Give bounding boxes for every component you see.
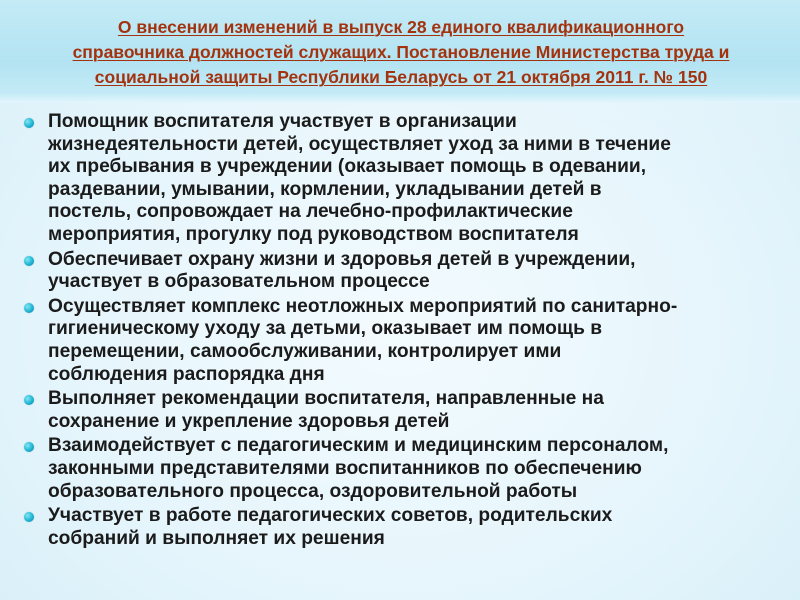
bullet-item-text-line: гигиеническому уходу за детьми, оказывает им помощь в [48, 318, 602, 340]
bullet-item [22, 111, 798, 247]
bullet-item-text-line: Обеспечивает охрану жизни и здоровья детей в учреждении, [48, 248, 636, 270]
title-line: социальной защиты Республики Беларусь от 21 октября 2011 г. № 150 [94, 67, 708, 87]
bullet-item [22, 435, 798, 503]
bullet-item-text-line: жизнедеятельности детей, осуществляет уход за ними в течение [48, 133, 671, 155]
bullet-item [22, 249, 798, 294]
bullet-item-text-line: Осуществляет комплекс неотложных мероприятий по санитарно- [48, 295, 678, 317]
slide-title [6, 15, 796, 90]
bullet-item-text-line: их пребывания в учреждении (оказывает помощь в одевании, [48, 156, 647, 178]
bullet-item-text-line: Помощник воспитателя участвует в организации [48, 111, 517, 132]
bullet-dot-icon [24, 395, 34, 405]
title-line: О внесении изменений в выпуск 28 единого квалификационного [117, 17, 685, 37]
title-line: справочника должностей служащих. Постановление Министерства труда и [72, 42, 730, 62]
bullet-item-text-line: Участвует в работе педагогических советов, родительских [48, 505, 613, 527]
bullet-item-text-line: мероприятия, прогулку под руководством воспитателя [48, 223, 579, 245]
bullet-item-text-line: сохранение и укрепление здоровья детей [48, 410, 450, 432]
bullet-dot-icon [24, 118, 34, 128]
bullet-item-text-line: постель, сопровождает на лечебно-профилактические [48, 201, 573, 223]
bullet-item [22, 296, 798, 386]
bullet-dot-icon [24, 256, 34, 266]
bullet-item-text-line: перемещении, самообслуживании, контролирует ими [48, 340, 562, 362]
bullet-item-text-line: Выполняет рекомендации воспитателя, направленные на [48, 388, 604, 410]
bullet-item [22, 505, 798, 550]
bullet-dot-icon [24, 442, 34, 452]
bullet-item [22, 388, 798, 433]
bullet-item-text-line: участвует в образовательном процессе [48, 271, 430, 293]
bullet-item-text-line: законными представителями воспитанников по обеспечению [48, 457, 642, 479]
bullet-item-text-line: Взаимодействует с педагогическим и медицинским персоналом, [48, 435, 669, 457]
bullet-item-text-line: образовательного процесса, оздоровительной работы [48, 480, 578, 502]
bullet-dot-icon [24, 303, 34, 313]
bullet-dot-icon [24, 512, 34, 522]
bullet-list [22, 111, 798, 552]
bullet-item-text-line: соблюдения распорядка дня [48, 363, 325, 385]
bullet-item-text-line: раздевании, умывании, кормлении, укладывании детей в [48, 178, 602, 200]
bullet-item-text-line: собраний и выполняет их решения [48, 527, 385, 549]
